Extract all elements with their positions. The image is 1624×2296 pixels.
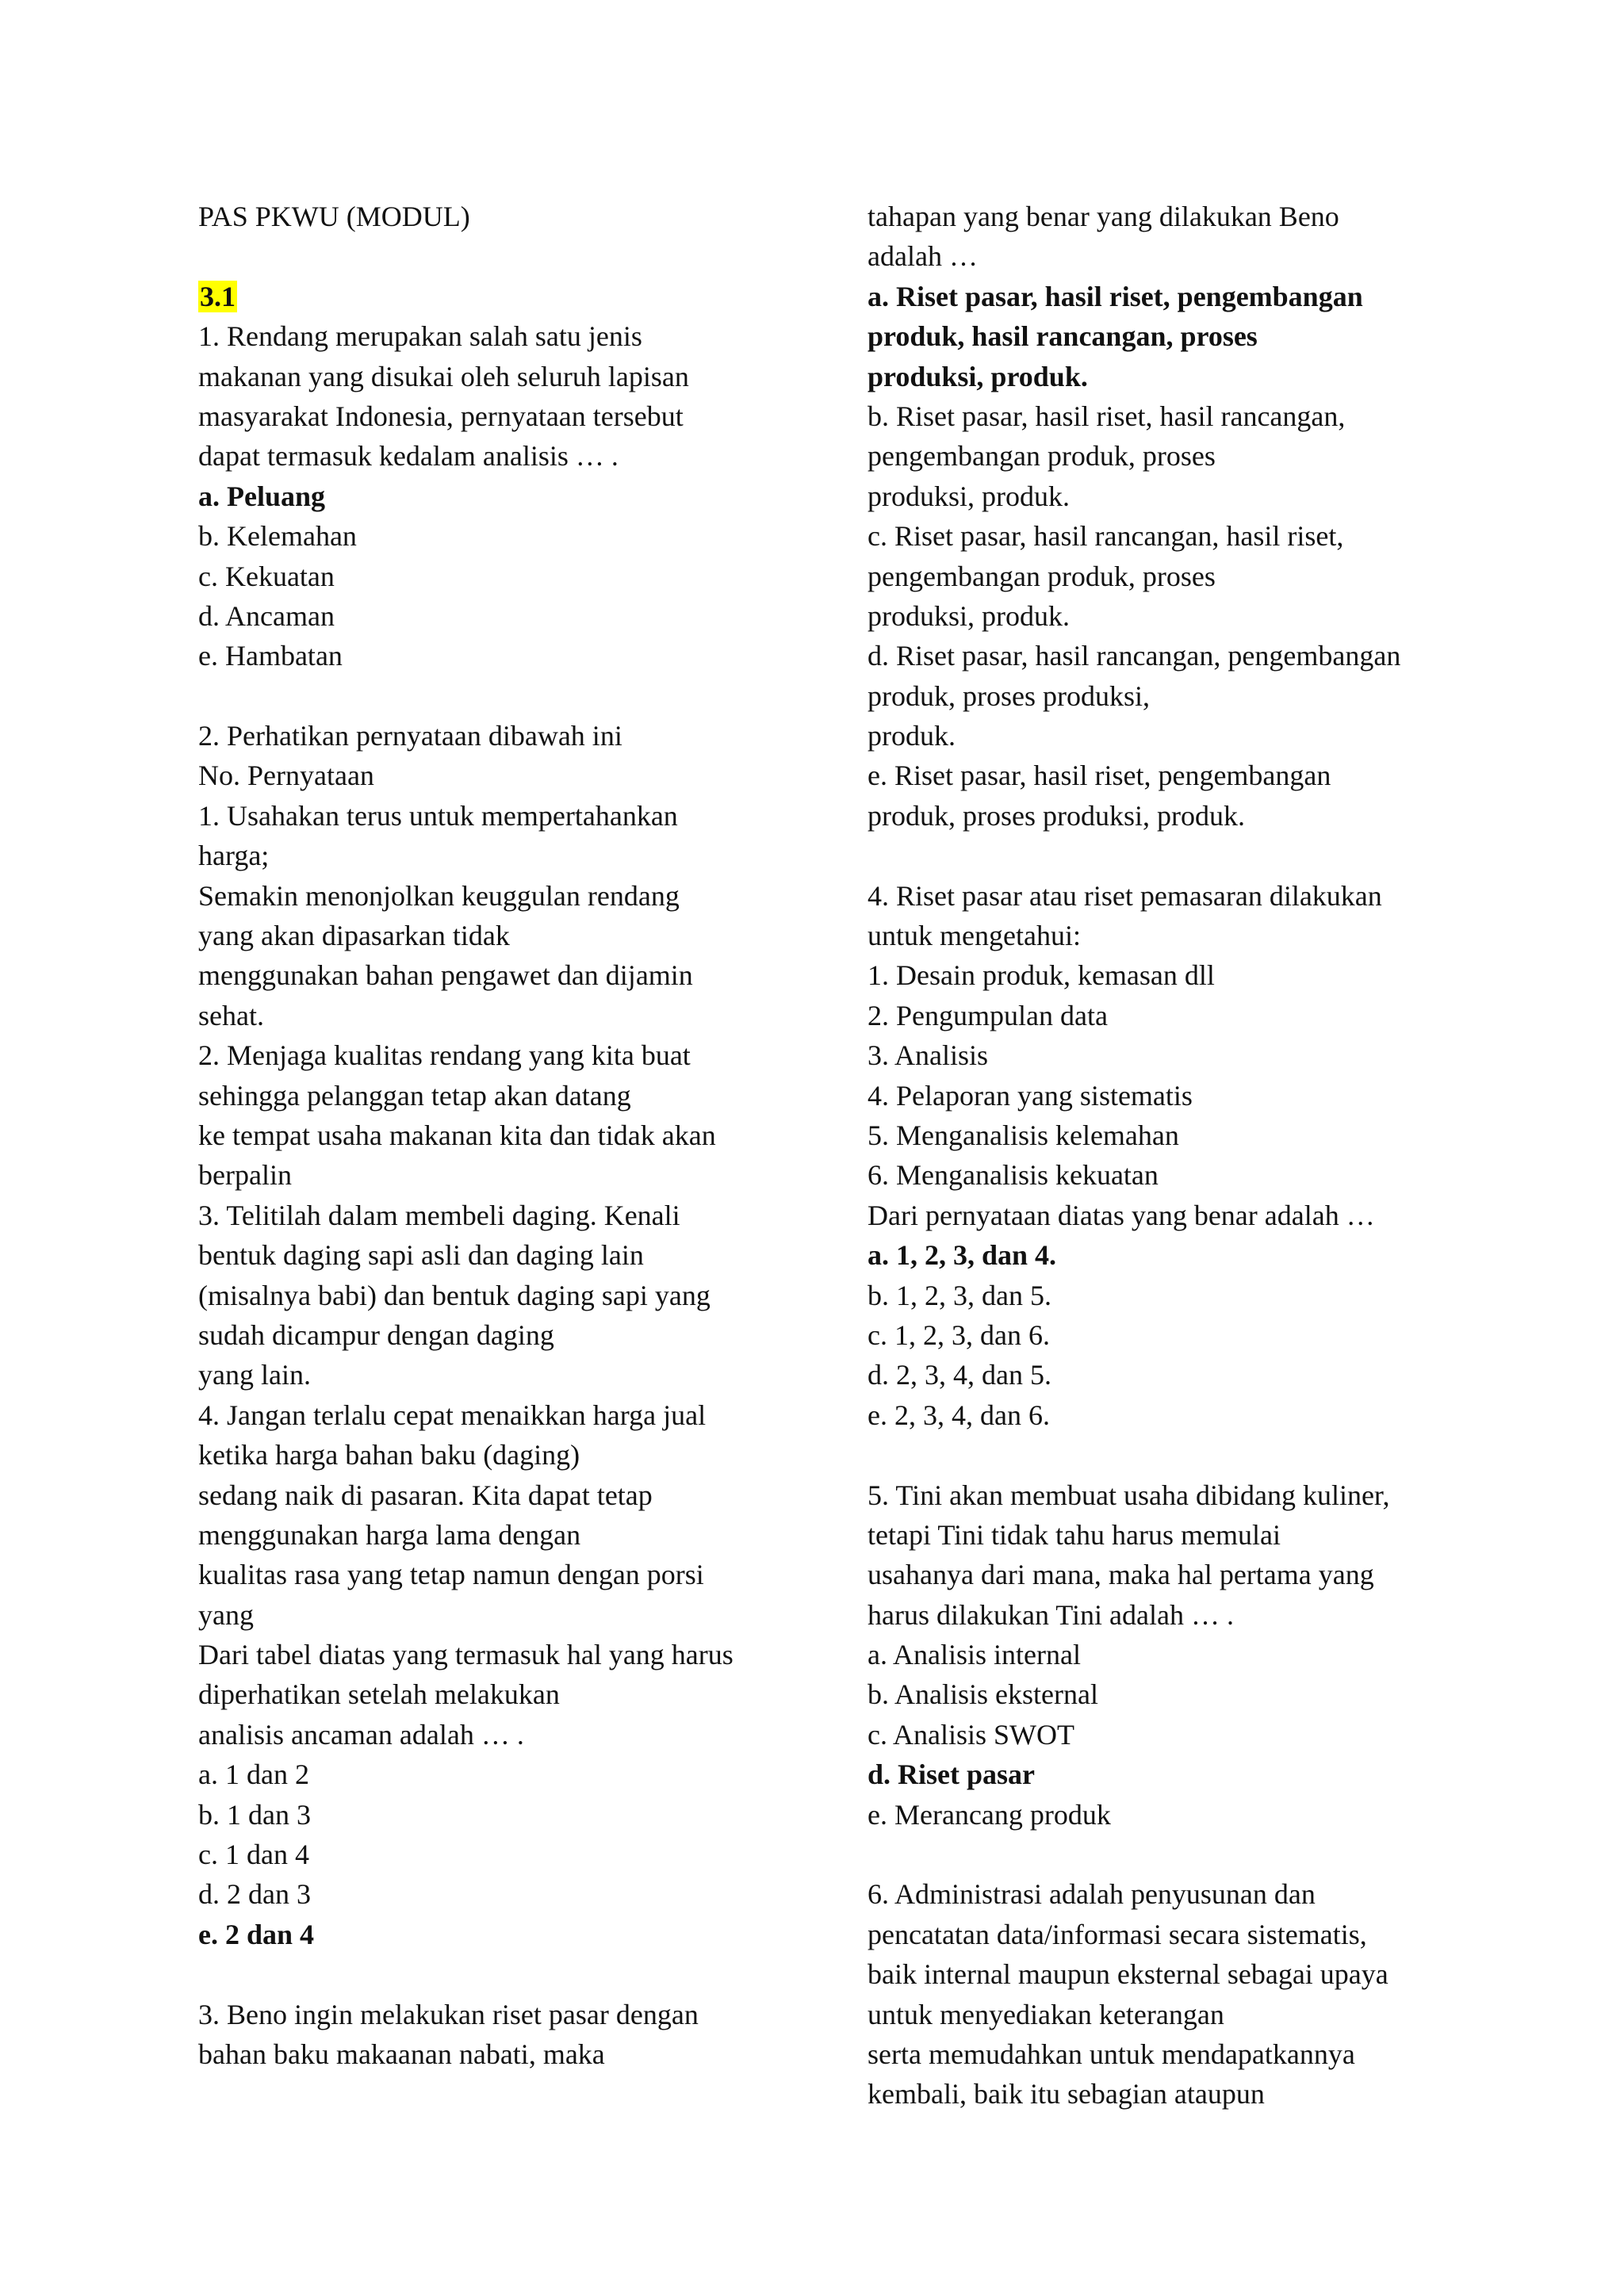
text-line-text: makanan yang disukai oleh seluruh lapisan	[198, 360, 689, 392]
text-line	[198, 1276, 833, 1315]
text-line	[198, 1635, 833, 1674]
question-line-text: 4. Pelaporan yang sistematis	[868, 1079, 1193, 1112]
text-line	[198, 357, 833, 396]
text-line	[198, 876, 833, 916]
correct-answer-option	[868, 316, 1438, 356]
answer-option	[868, 1795, 1438, 1835]
text-line	[198, 1515, 833, 1555]
blank-line	[868, 1435, 1438, 1475]
blank-line	[198, 676, 833, 716]
text-line	[868, 436, 1438, 476]
text-line-text: sudah dicampur dengan daging	[198, 1318, 554, 1351]
text-line	[198, 756, 833, 795]
text-line	[198, 1435, 833, 1475]
text-line-text: menggunakan bahan pengawet dan dijamin	[198, 959, 693, 992]
answer-option	[198, 596, 833, 636]
answer-option	[868, 756, 1438, 795]
text-line-text: pencatatan data/informasi secara sistematis,	[868, 1918, 1367, 1950]
correct-answer-option	[868, 1755, 1438, 1794]
text-line-text: serta memudahkan untuk mendapatkannya	[868, 2038, 1355, 2070]
text-line	[868, 236, 1438, 276]
question-line	[198, 1995, 833, 2034]
text-line	[198, 436, 833, 476]
text-line-text: ketika harga bahan baku (daging)	[198, 1439, 580, 1471]
text-line-text: menggunakan harga lama dengan	[198, 1518, 581, 1551]
correct-answer-option-text: a. Peluang	[198, 480, 326, 512]
text-line	[198, 1355, 833, 1395]
question-line	[868, 1076, 1438, 1115]
text-line-text: masyarakat Indonesia, pernyataan tersebut	[198, 400, 684, 432]
blank-line	[198, 236, 833, 276]
text-line	[868, 916, 1438, 955]
text-line	[198, 1595, 833, 1635]
question-line	[868, 1874, 1438, 1914]
answer-option-text: a. 1 dan 2	[198, 1758, 309, 1791]
answer-option-text: d. Ancaman	[198, 599, 335, 632]
answer-option	[868, 1315, 1438, 1355]
text-line	[198, 955, 833, 995]
question-line-text: 5. Tini akan membuat usaha dibidang kuliner,	[868, 1479, 1390, 1511]
answer-option	[868, 1715, 1438, 1755]
question-line	[198, 1035, 833, 1075]
blank-line	[868, 836, 1438, 875]
text-line	[198, 1475, 833, 1515]
text-line-text: pengembangan produk, proses	[868, 560, 1216, 592]
text-line-text: kembali, baik itu sebagian ataupun	[868, 2078, 1265, 2110]
text-line-text: yang akan dipasarkan tidak	[198, 920, 510, 952]
text-line-text: ke tempat usaha makanan kita dan tidak akan	[198, 1119, 716, 1151]
correct-answer-option-text: produk, hasil rancangan, proses	[868, 320, 1258, 353]
answer-option	[868, 1276, 1438, 1315]
text-line-text: harga;	[198, 840, 270, 872]
text-line-text: untuk mengetahui:	[868, 920, 1081, 952]
answer-option-text: b. 1 dan 3	[198, 1798, 311, 1831]
text-line-text: tetapi Tini tidak tahu harus memulai	[868, 1518, 1281, 1551]
question-line	[868, 1115, 1438, 1155]
answer-option	[868, 636, 1438, 675]
text-line	[868, 1595, 1438, 1635]
answer-option-text: e. Hambatan	[198, 640, 343, 672]
text-line-text: usahanya dari mana, maka hal pertama yang	[868, 1559, 1374, 1591]
question-line	[198, 316, 833, 356]
question-line-text: 2. Pengumpulan data	[868, 999, 1108, 1031]
text-line-text: pengembangan produk, proses	[868, 440, 1216, 473]
text-line	[198, 2034, 833, 2074]
question-line-text: 2. Perhatikan pernyataan dibawah ini	[198, 720, 622, 752]
text-line-text: diperhatikan setelah melakukan	[198, 1678, 560, 1711]
answer-option-text: c. Kekuatan	[198, 560, 335, 592]
answer-option-text: e. Riset pasar, hasil riset, pengembangan	[868, 760, 1331, 792]
correct-answer-option	[198, 476, 833, 516]
answer-option	[868, 1635, 1438, 1674]
answer-option-text: c. Riset pasar, hasil rancangan, hasil riset,	[868, 520, 1344, 553]
text-line-text: harus dilakukan Tini adalah … .	[868, 1598, 1234, 1631]
text-line	[198, 1076, 833, 1115]
answer-option	[868, 1674, 1438, 1714]
text-line	[868, 1196, 1438, 1235]
answer-option-text: b. Riset pasar, hasil riset, hasil rancangan,	[868, 400, 1346, 432]
question-line-text: 3. Telitilah dalam membeli daging. Kenali	[198, 1199, 680, 1231]
correct-answer-option-text: d. Riset pasar	[868, 1758, 1036, 1791]
text-line	[868, 1915, 1438, 1954]
answer-option-text: a. Analisis internal	[868, 1639, 1081, 1671]
text-line-text: adalah …	[868, 240, 978, 273]
question-line	[198, 716, 833, 756]
correct-answer-option-text: produksi, produk.	[868, 360, 1088, 392]
text-line	[868, 1954, 1438, 1994]
text-line-text: sedang naik di pasaran. Kita dapat tetap	[198, 1479, 653, 1511]
text-line-text: tahapan yang benar yang dilakukan Beno	[868, 201, 1339, 232]
section-number-text: 3.1	[200, 280, 236, 312]
answer-option-text: e. Merancang produk	[868, 1798, 1111, 1831]
text-line-text: dapat termasuk kedalam analisis … .	[198, 440, 619, 473]
answer-option	[198, 1874, 833, 1914]
text-line	[198, 1115, 833, 1155]
text-line-text: bahan baku makaanan nabati, maka	[198, 2038, 605, 2070]
answer-option-text: e. 2, 3, 4, dan 6.	[868, 1399, 1050, 1431]
document-title-text: PAS PKWU (MODUL)	[198, 201, 470, 232]
text-line	[868, 1515, 1438, 1555]
correct-answer-option-text: e. 2 dan 4	[198, 1918, 315, 1950]
text-line	[198, 1715, 833, 1755]
text-line-text: yang lain.	[198, 1359, 311, 1391]
document-title	[198, 197, 833, 236]
text-line	[868, 596, 1438, 636]
answer-option	[868, 1355, 1438, 1395]
answer-option-text: c. 1, 2, 3, dan 6.	[868, 1318, 1050, 1351]
text-line-text: produksi, produk.	[868, 480, 1070, 512]
answer-option	[198, 516, 833, 556]
answer-option-text: c. 1 dan 4	[198, 1839, 309, 1871]
answer-option	[868, 516, 1438, 556]
blank-line	[198, 1954, 833, 1994]
text-line	[868, 1555, 1438, 1594]
correct-answer-option	[868, 1235, 1438, 1275]
question-line-text: 6. Administrasi adalah penyusunan dan	[868, 1878, 1316, 1911]
answer-option-text: d. 2 dan 3	[198, 1878, 311, 1911]
text-line-text: (misalnya babi) dan bentuk daging sapi yang	[198, 1279, 710, 1311]
text-line	[868, 1995, 1438, 2034]
question-line	[868, 1475, 1438, 1515]
correct-answer-option-text: a. Riset pasar, hasil riset, pengembangan	[868, 280, 1363, 312]
text-line	[198, 996, 833, 1035]
text-line-text: baik internal maupun eksternal sebagai upaya	[868, 1958, 1388, 1991]
text-line	[868, 557, 1438, 596]
text-line-text: produk.	[868, 720, 956, 752]
text-line-text: produk, proses produksi,	[868, 679, 1150, 712]
section-number	[198, 277, 833, 316]
question-line-text: 4. Jangan terlalu cepat menaikkan harga jual	[198, 1399, 707, 1431]
answer-option-text: b. 1, 2, 3, dan 5.	[868, 1279, 1051, 1311]
blank-line	[868, 1835, 1438, 1874]
answer-option	[868, 396, 1438, 436]
text-line-text: Dari pernyataan diatas yang benar adalah …	[868, 1199, 1375, 1231]
question-line	[868, 955, 1438, 995]
text-line-text: bentuk daging sapi asli dan daging lain	[198, 1239, 644, 1272]
question-line	[868, 1155, 1438, 1195]
text-line	[198, 1315, 833, 1355]
text-line	[868, 796, 1438, 836]
answer-option-text: d. Riset pasar, hasil rancangan, pengembangan	[868, 640, 1401, 672]
text-line-text: No. Pernyataan	[198, 760, 374, 792]
answer-option-text: d. 2, 3, 4, dan 5.	[868, 1359, 1051, 1391]
text-line	[868, 2074, 1438, 2114]
question-line-text: 6. Menganalisis kekuatan	[868, 1159, 1159, 1192]
text-line	[868, 716, 1438, 756]
text-line-text: 3. Analisis	[868, 1039, 989, 1072]
answer-option	[198, 636, 833, 675]
text-line-text: yang	[198, 1598, 254, 1631]
text-line-text: untuk menyediakan keterangan	[868, 1998, 1224, 2030]
question-line-text: 1. Desain produk, kemasan dll	[868, 959, 1215, 992]
text-line	[868, 476, 1438, 516]
text-line	[198, 1155, 833, 1195]
correct-answer-option	[198, 1915, 833, 1954]
text-line-text: produksi, produk.	[868, 599, 1070, 632]
answer-option-text: b. Kelemahan	[198, 520, 357, 553]
question-line-text: 5. Menganalisis kelemahan	[868, 1119, 1179, 1151]
answer-option	[198, 1755, 833, 1794]
text-line-text: produk, proses produksi, produk.	[868, 799, 1245, 832]
answer-option	[868, 1395, 1438, 1435]
correct-answer-option	[868, 277, 1438, 316]
answer-option-text: c. Analisis SWOT	[868, 1718, 1074, 1751]
answer-option	[198, 557, 833, 596]
text-line-text: Semakin menonjolkan keuggulan rendang	[198, 879, 680, 912]
question-line-text: 1. Usahakan terus untuk mempertahankan	[198, 799, 678, 832]
answer-option	[198, 1795, 833, 1835]
question-line-text: 1. Rendang merupakan salah satu jenis	[198, 320, 642, 353]
answer-option-text: b. Analisis eksternal	[868, 1678, 1098, 1711]
question-line-text: 3. Beno ingin melakukan riset pasar dengan	[198, 1998, 699, 2030]
question-line-text: 4. Riset pasar atau riset pemasaran dilakukan	[868, 879, 1382, 912]
text-line	[868, 1035, 1438, 1075]
text-line	[198, 836, 833, 875]
text-line	[868, 676, 1438, 716]
text-line	[198, 1674, 833, 1714]
correct-answer-option-text: a. 1, 2, 3, dan 4.	[868, 1239, 1057, 1272]
answer-option	[198, 1835, 833, 1874]
question-line	[868, 876, 1438, 916]
text-line	[198, 1235, 833, 1275]
question-line-text: 2. Menjaga kualitas rendang yang kita buat	[198, 1039, 691, 1072]
text-line-text: analisis ancaman adalah … .	[198, 1718, 524, 1751]
text-line-text: sehingga pelanggan tetap akan datang	[198, 1079, 631, 1112]
question-line	[198, 1196, 833, 1235]
right-column	[868, 197, 1438, 2114]
text-line	[198, 916, 833, 955]
text-line-text: Dari tabel diatas yang termasuk hal yang harus	[198, 1639, 733, 1671]
text-line	[198, 1555, 833, 1594]
question-line	[868, 996, 1438, 1035]
correct-answer-option	[868, 357, 1438, 396]
text-line-text: kualitas rasa yang tetap namun dengan porsi	[198, 1559, 704, 1591]
text-line	[868, 197, 1438, 236]
question-line	[198, 796, 833, 836]
text-line-text: berpalin	[198, 1159, 292, 1192]
left-column	[198, 197, 833, 2074]
question-line	[198, 1395, 833, 1435]
text-line	[868, 2034, 1438, 2074]
text-line	[198, 396, 833, 436]
text-line-text: sehat.	[198, 999, 264, 1031]
